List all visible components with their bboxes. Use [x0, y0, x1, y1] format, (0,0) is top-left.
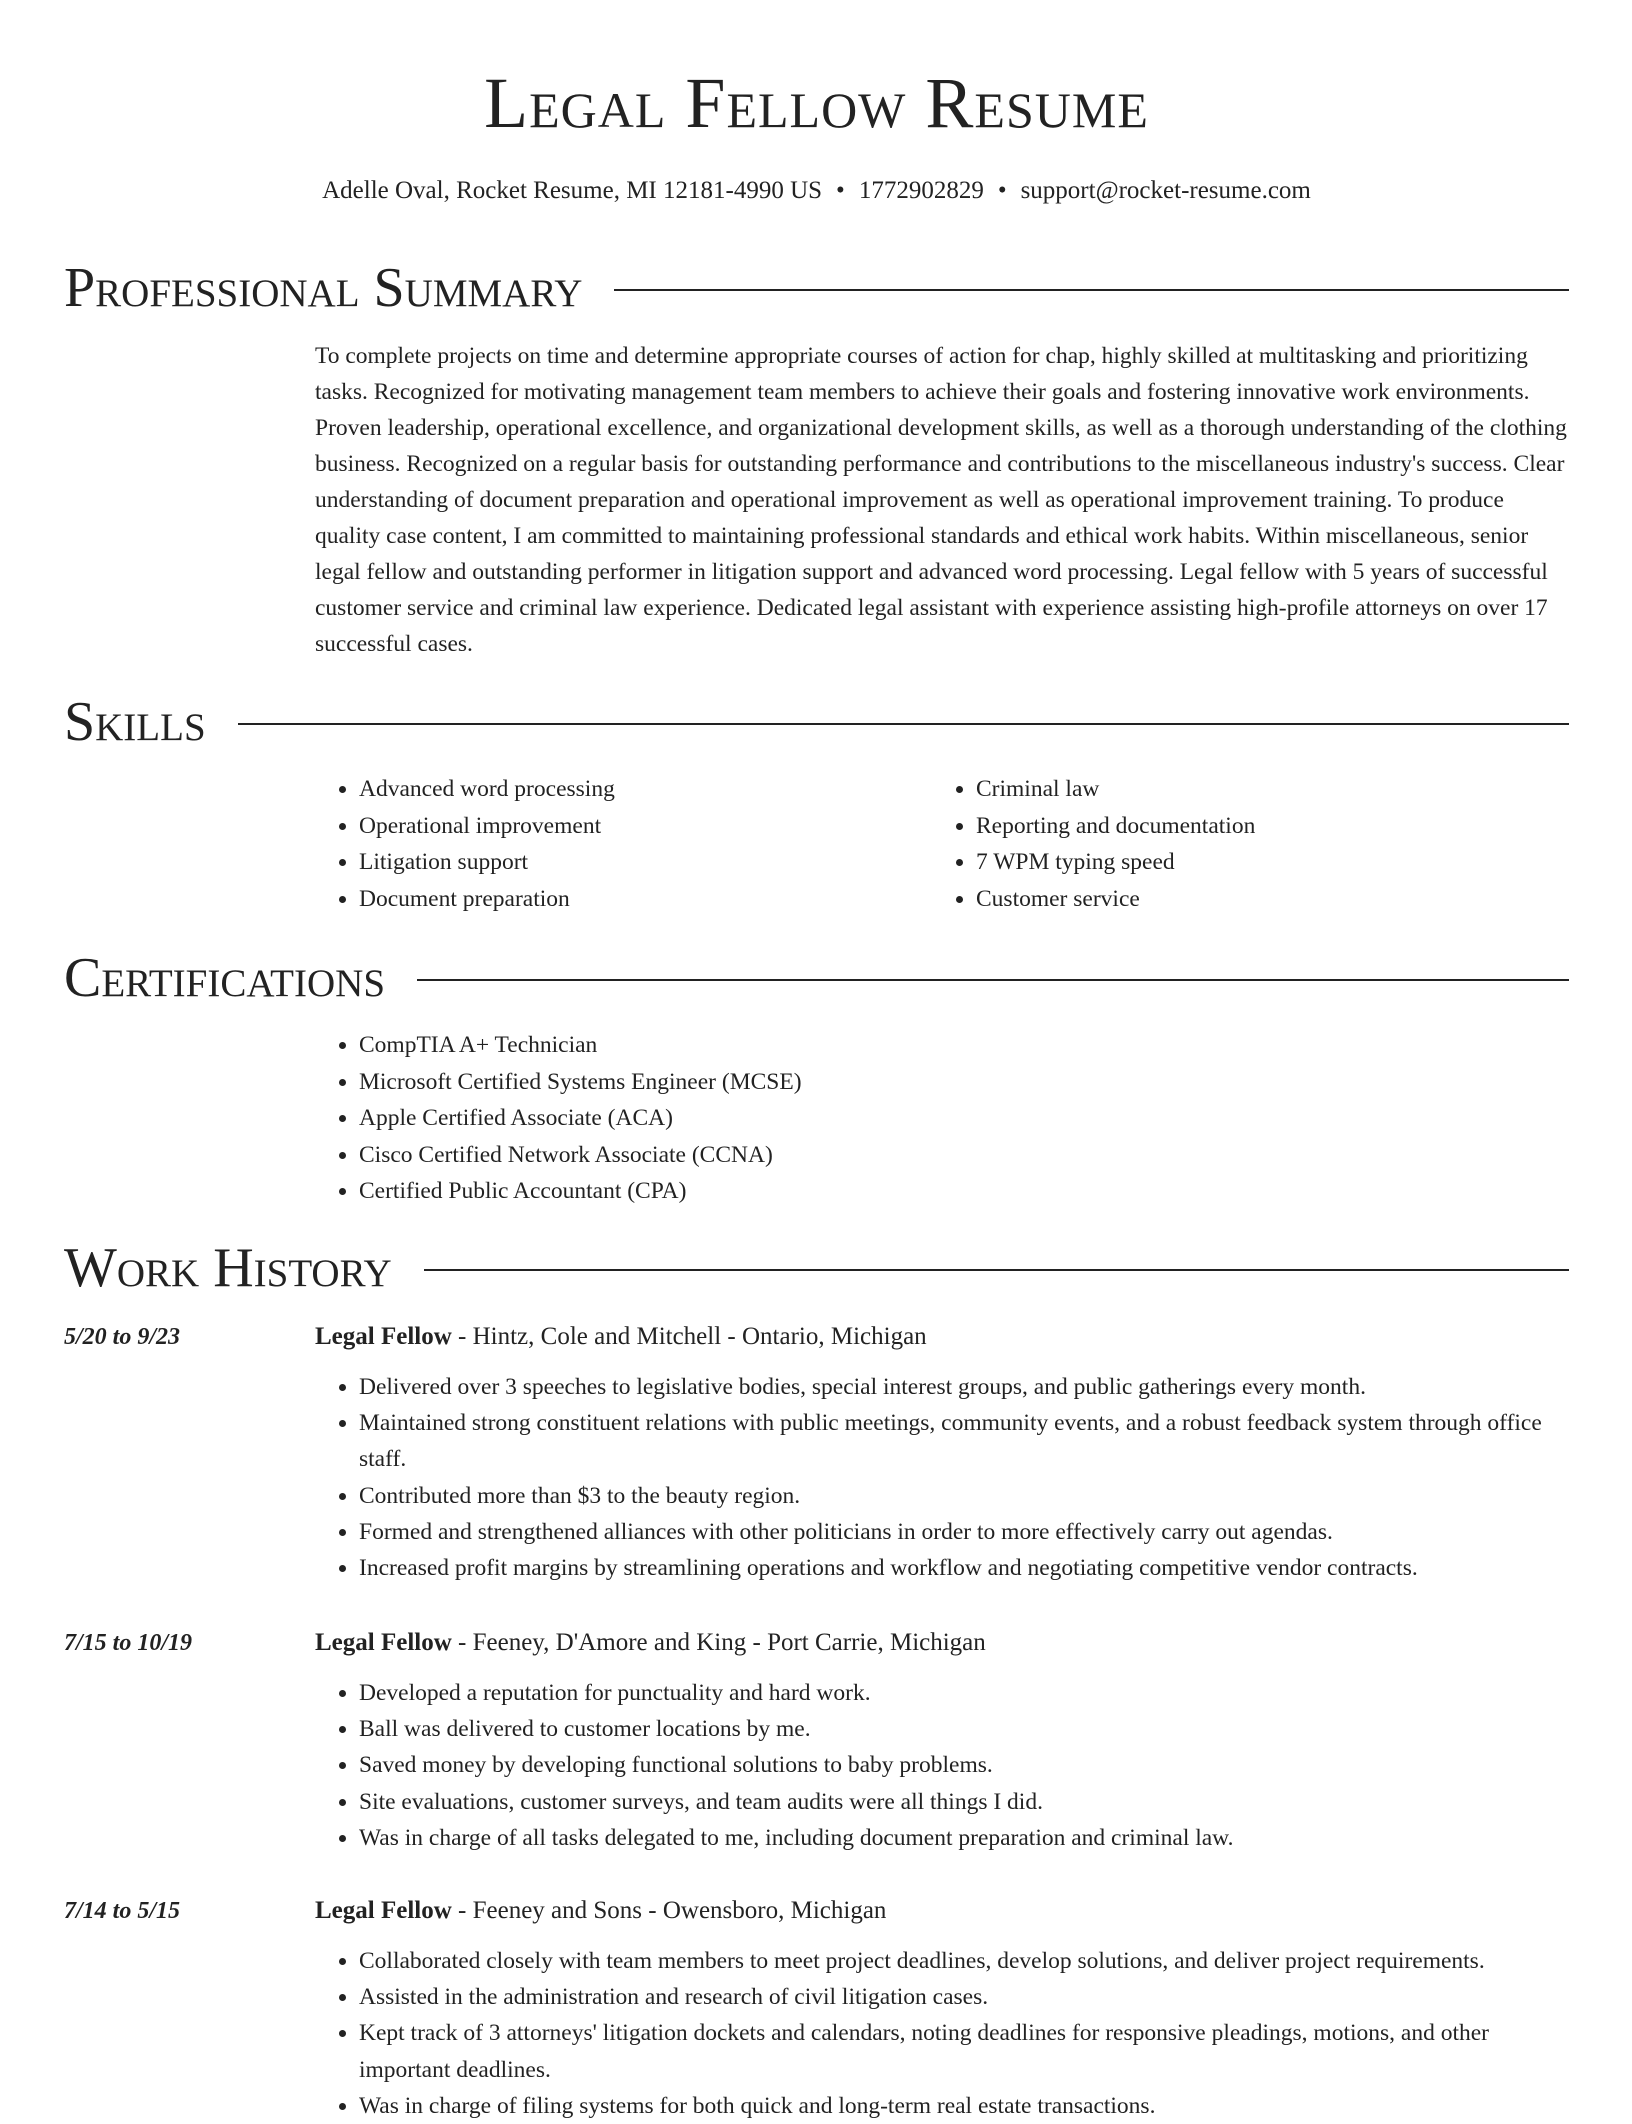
contact-separator: • — [997, 177, 1007, 204]
contact-line — [64, 176, 1569, 206]
job-role: Legal Fellow — [315, 1629, 452, 1656]
summary-heading-label: Professional Summary — [64, 257, 583, 319]
contact-email: support@rocket-resume.com — [1020, 177, 1311, 204]
job-employer: - Feeney and Sons - Owensboro, Michigan — [451, 1897, 887, 1924]
section-divider — [417, 979, 1569, 981]
job-bullet: • Maintained strong constituent relations with public meetings, community events, and a robust feedback system through office staff. — [359, 1405, 1569, 1477]
job-bullets — [315, 1675, 1569, 1856]
section-divider — [614, 289, 1569, 291]
contact-address: Adelle Oval, Rocket Resume, MI 12181-4990 US — [322, 177, 823, 204]
skill-item: • Document preparation — [359, 881, 932, 918]
summary-text: To complete projects on time and determine appropriate courses of action for chap, highly skilled at multitasking and prioritizing tasks. Recognized for motivating management team members to achieve their goals and fostering innovative work environments. Proven leadership, operational excellence, and organizational development skills, as well as a thorough understanding of the clothing business. Recognized on a regular basis for outstanding performance and contributions to the miscellaneous industry's success. Clear understanding of document preparation and operational improvement as well as operational improvement training. To produce quality case content, I am committed to maintaining professional standards and ethical work habits. Within miscellaneous, senior legal fellow and outstanding performer in litigation support and advanced word processing. Legal fellow with 5 years of successful customer service and criminal law experience. Dedicated legal assistant with experience assisting high-profile attorneys on over 17 successful cases. — [315, 343, 1567, 657]
certification-item: • Certified Public Accountant (CPA) — [359, 1173, 1569, 1210]
job-bullet: • Collaborated closely with team members to meet project deadlines, develop solutions, and deliver project requirements. — [359, 1943, 1569, 1979]
job-bullet: • Developed a reputation for punctuality and hard work. — [359, 1675, 1569, 1711]
job-bullet: • Saved money by developing functional solutions to baby problems. — [359, 1747, 1569, 1783]
skills-column-left — [315, 771, 932, 917]
certification-item: • CompTIA A+ Technician — [359, 1027, 1569, 1064]
job-bullet: • Increased profit margins by streamlining operations and workflow and negotiating competitive vendor contracts. — [359, 1550, 1569, 1586]
job-bullet: • Contributed more than $3 to the beauty region. — [359, 1478, 1569, 1514]
job-dates: 5/20 to 9/23 — [64, 1324, 181, 1350]
job-header — [315, 1895, 886, 1927]
section-divider — [238, 723, 1569, 725]
job-employer: - Hintz, Cole and Mitchell - Ontario, Michigan — [451, 1323, 927, 1350]
job-bullet: • Was in charge of filing systems for both quick and long-term real estate transactions. — [359, 2088, 1569, 2124]
job-bullet: • Delivered over 3 speeches to legislative bodies, special interest groups, and public gatherings every month. — [359, 1369, 1569, 1405]
job-dates: 7/14 to 5/15 — [64, 1898, 181, 1924]
job-employer: - Feeney, D'Amore and King - Port Carrie, Michigan — [451, 1629, 986, 1656]
skill-item: • Advanced word processing — [359, 771, 932, 808]
work-heading-label: Work History — [64, 1237, 392, 1299]
certifications-list — [315, 1027, 1569, 1210]
certification-item: • Cisco Certified Network Associate (CCNA) — [359, 1137, 1569, 1174]
certifications-heading-label: Certifications — [64, 947, 386, 1009]
job-bullet: • Assisted in the administration and research of civil litigation cases. — [359, 1979, 1569, 2015]
job-role: Legal Fellow — [315, 1897, 452, 1924]
job-role: Legal Fellow — [315, 1323, 452, 1350]
skills-list — [315, 771, 1569, 917]
certification-item: • Apple Certified Associate (ACA) — [359, 1100, 1569, 1137]
skills-column-right — [932, 771, 1549, 917]
job-header — [315, 1627, 986, 1659]
job-bullets — [315, 1369, 1569, 1586]
certifications-section-heading — [64, 946, 1569, 1010]
skill-item: • Litigation support — [359, 844, 932, 881]
certification-item: • Microsoft Certified Systems Engineer (MCSE) — [359, 1064, 1569, 1101]
skill-item: • Criminal law — [976, 771, 1549, 808]
work-section-heading — [64, 1236, 1569, 1300]
contact-separator: • — [836, 177, 845, 204]
section-divider — [424, 1269, 1569, 1271]
job-header — [315, 1321, 927, 1353]
skill-item: • Customer service — [976, 881, 1549, 918]
job-bullet: • Ball was delivered to customer locations by me. — [359, 1711, 1569, 1747]
job-bullet: • Kept track of 3 attorneys' litigation dockets and calendars, noting deadlines for responsive pleadings, motions, and other important deadlines. — [359, 2015, 1569, 2087]
resume-title: Legal Fellow Resume — [484, 63, 1149, 143]
resume-page — [64, 0, 1569, 2119]
summary-section-heading — [64, 256, 1569, 320]
skill-item: • Operational improvement — [359, 808, 932, 845]
job-bullets — [315, 1943, 1569, 2124]
job-bullet: • Site evaluations, customer surveys, and team audits were all things I did. — [359, 1784, 1569, 1820]
job-bullet: • Was in charge of all tasks delegated to me, including document preparation and criminal law. — [359, 1820, 1569, 1856]
skills-section-heading — [64, 690, 1569, 754]
skills-heading-label: Skills — [64, 691, 206, 753]
contact-phone: 1772902829 — [858, 177, 984, 204]
skill-item: • Reporting and documentation — [976, 808, 1549, 845]
job-bullet: • Formed and strengthened alliances with other politicians in order to more effectively carry out agendas. — [359, 1514, 1569, 1550]
skill-item: • 7 WPM typing speed — [976, 844, 1549, 881]
job-dates: 7/15 to 10/19 — [64, 1630, 193, 1656]
